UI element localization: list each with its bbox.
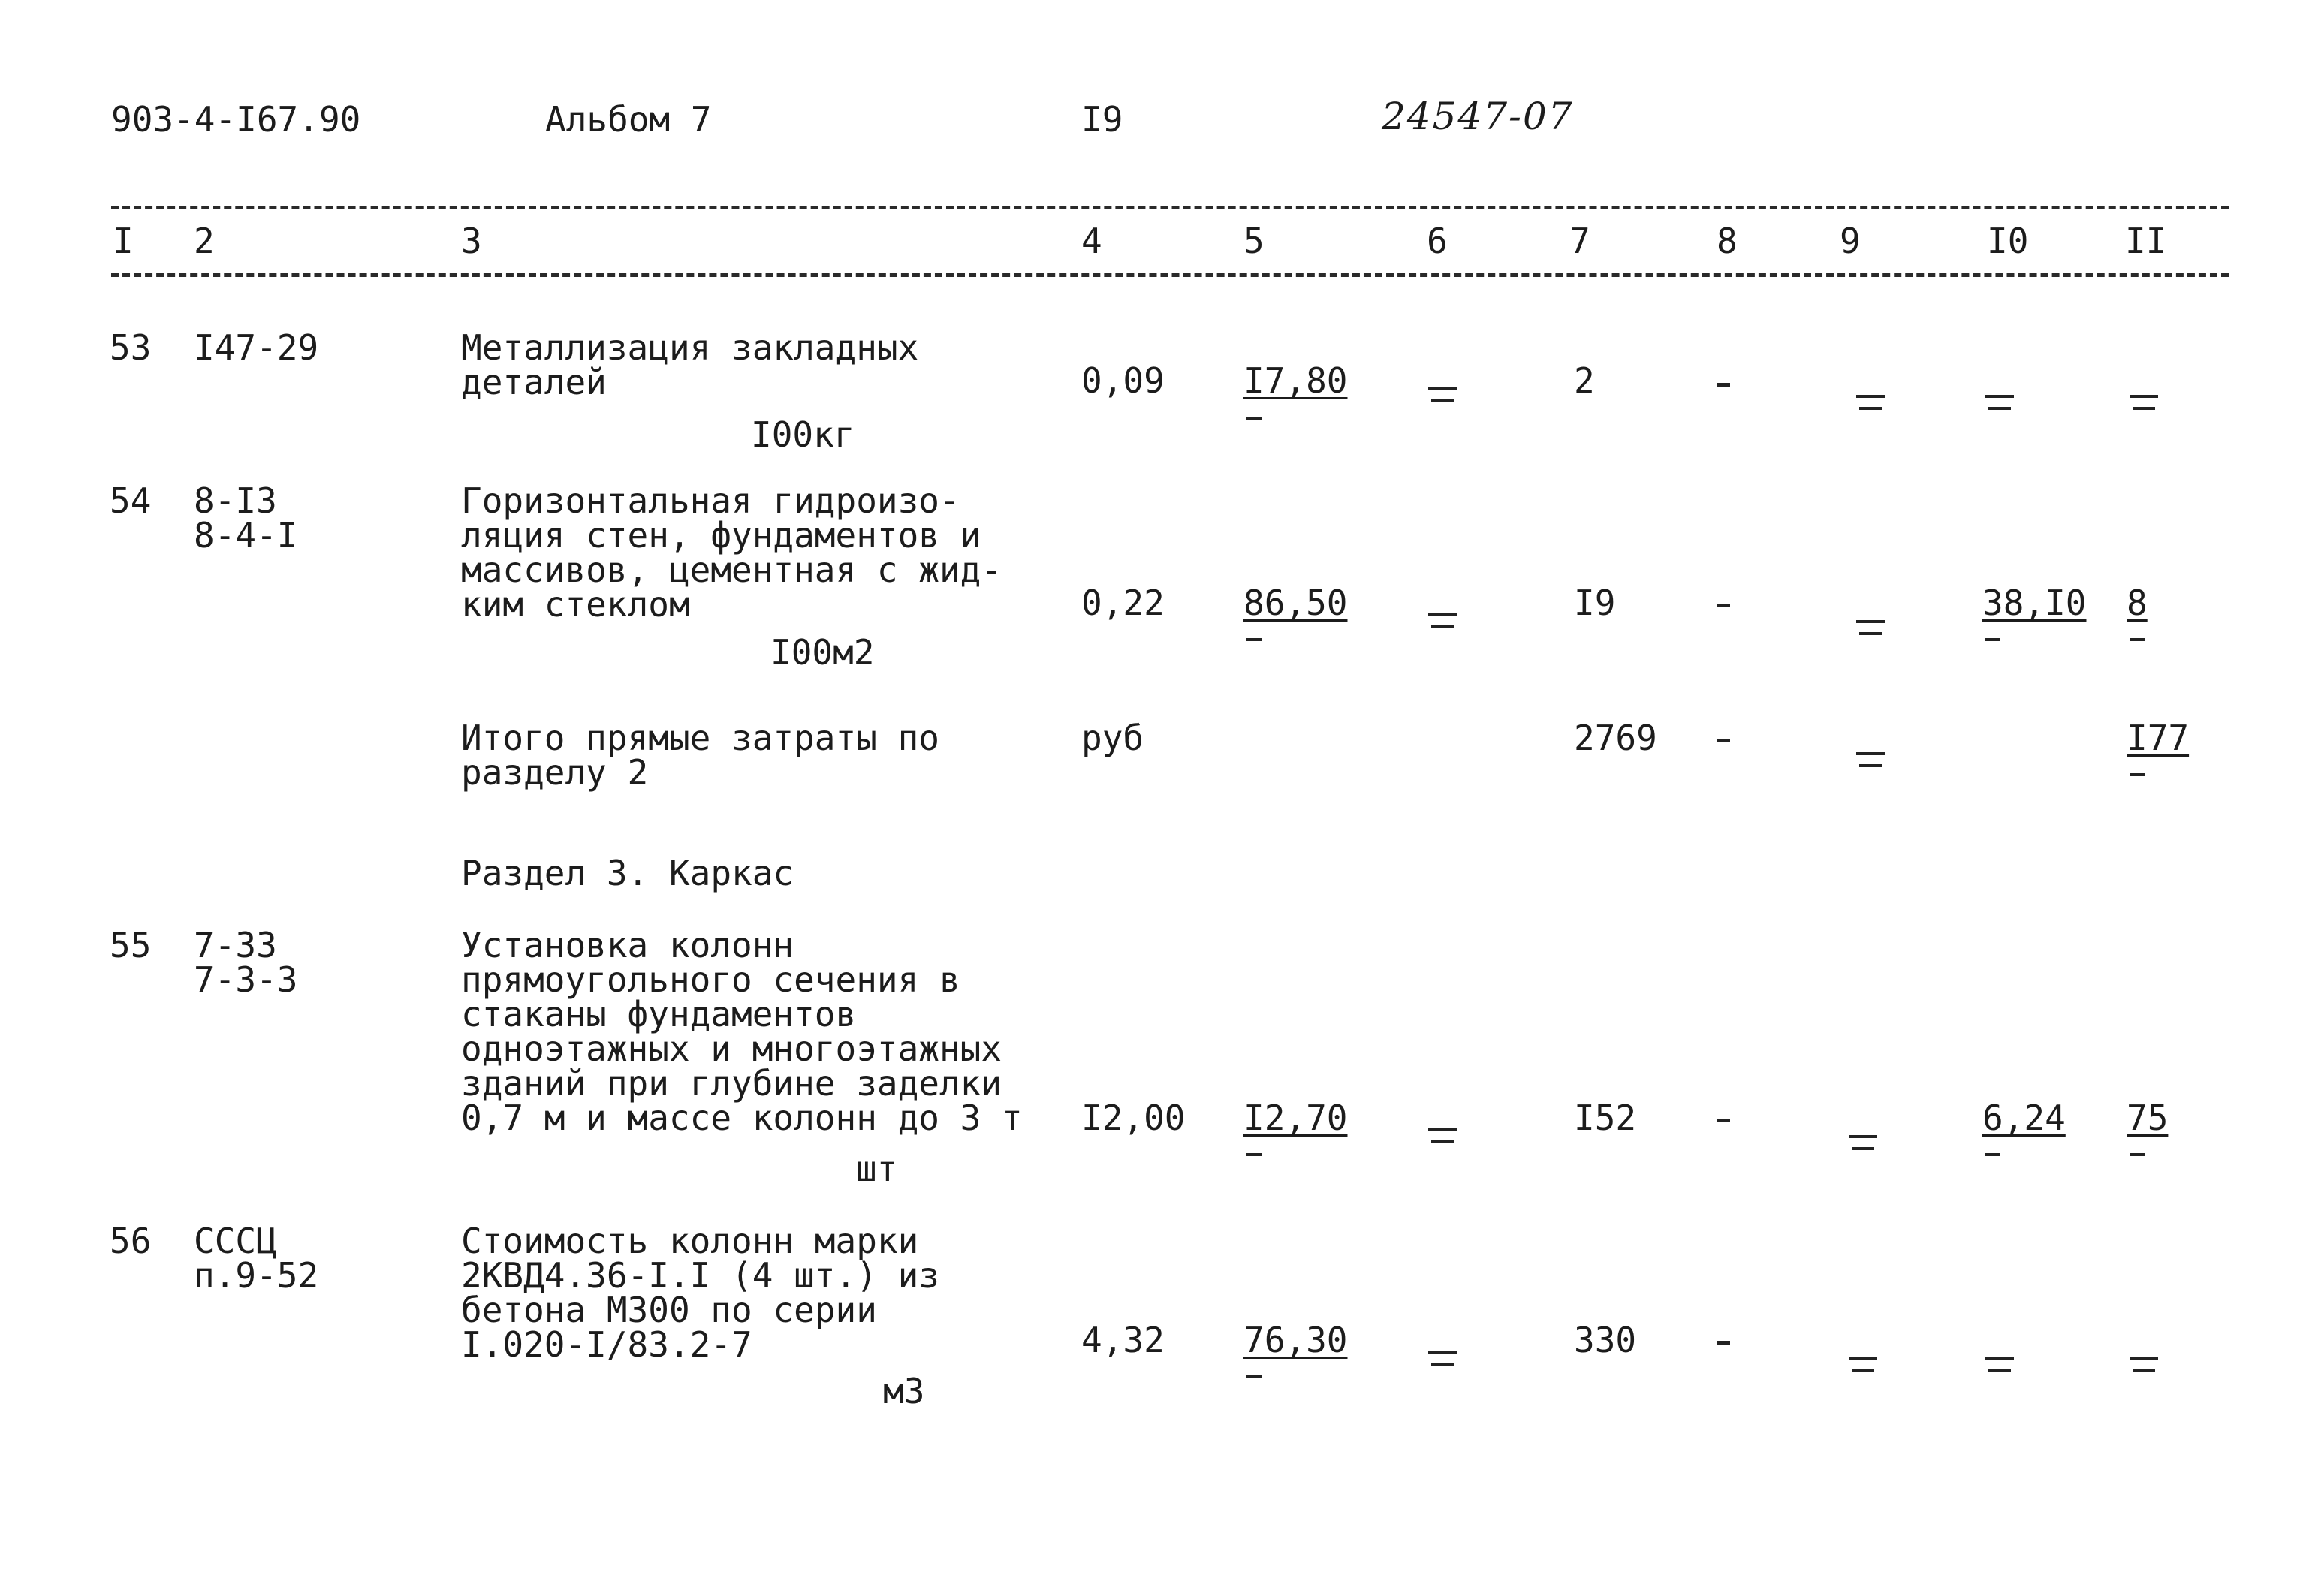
header-top-rule [111,206,2229,209]
ditto-mark-col9 [1853,746,1888,773]
col11-ditto-mark [2130,1153,2145,1156]
row-col11: 8 [2127,583,2148,623]
price-ditto-mark [1246,638,1262,641]
price-ditto-mark [1246,1375,1262,1378]
row-col11: 75 [2127,1098,2169,1138]
col11-ditto-mark [2130,638,2145,641]
row-unit: м3 [883,1371,925,1411]
ditto-mark-col6 [1425,607,1460,634]
row-number: 55 [110,925,152,965]
row-unit: I00кг [751,414,855,455]
row-code: I47-29 [194,327,319,368]
page-number: I9 [1081,99,1123,140]
ditto-mark-col6 [1425,381,1460,408]
dash-col8 [1717,604,1730,607]
row-unit: I00м2 [770,632,875,673]
row-description: Стоимость колонн марки 2КВД4.36-I.I (4 шт.) из бетона М300 по серии I.020-I/83.2-7 [461,1221,939,1365]
row-code: 8-I3 8-4-I [194,480,298,556]
price-ditto-mark [1246,1153,1262,1156]
row-number: 56 [110,1221,152,1261]
total-description: Итого прямые затраты по разделу 2 [461,718,939,793]
col11-ditto-mark [2130,773,2145,776]
row-quantity: I2,00 [1081,1098,1186,1138]
col-10-header: I0 [1987,221,2029,261]
ditto-mark-col9 [1853,389,1888,416]
total-col7: 2769 [1574,718,1657,758]
ditto-mark-col9 [1846,1351,1894,1378]
ditto-mark-col11 [2127,1351,2161,1378]
row-description: Установка колонн прямоугольного сечения в стаканы фундаментов одноэтажных и многоэтажных зданий при глубине заделки 0,7 м и массе колонн до 3 т [461,925,1023,1138]
row-col7: 330 [1574,1320,1637,1360]
ditto-mark-col10 [1982,1351,2017,1378]
row-col10: 6,24 [1982,1098,2066,1138]
col-9-header: 9 [1840,221,1861,261]
ditto-mark-col10 [1982,389,2017,416]
row-col7: I52 [1574,1098,1637,1138]
dash-col8 [1717,1119,1730,1122]
col-7-header: 7 [1569,221,1590,261]
col-2-header: 2 [194,221,215,261]
col-4-header: 4 [1081,221,1102,261]
row-price: 86,50 [1243,583,1348,623]
col-6-header: 6 [1427,221,1448,261]
row-number: 54 [110,480,152,521]
total-col11: I77 [2127,718,2190,758]
row-quantity: 0,22 [1081,583,1165,623]
col-8-header: 8 [1717,221,1738,261]
row-number: 53 [110,327,152,368]
row-description: Металлизация закладных деталей [461,327,919,402]
doc-code: 903-4-I67.90 [111,99,361,140]
row-code: 7-33 7-3-3 [194,925,298,1000]
row-col7: 2 [1574,360,1595,401]
row-price: 76,30 [1243,1320,1348,1360]
col10-ditto-mark [1985,638,2000,641]
row-description: Горизонтальная гидроизо- ляция стен, фундаментов и массивов, цементная с жид- ким стеклом [461,480,1002,625]
row-price: I7,80 [1243,360,1348,401]
col-11-header: II [2125,221,2167,261]
row-quantity: 0,09 [1081,360,1165,401]
ditto-mark-col9 [1853,614,1888,641]
col-3-header: 3 [461,221,482,261]
ditto-mark-col6 [1425,1345,1473,1372]
row-quantity: 4,32 [1081,1320,1165,1360]
dash-col8 [1717,739,1730,742]
inventory-number: 24547-07 [1382,95,1574,138]
row-price: I2,70 [1243,1098,1348,1138]
row-col7: I9 [1574,583,1616,623]
ditto-mark-col9 [1846,1129,1894,1156]
ditto-mark-col11 [2127,389,2161,416]
album-label: Альбом 7 [545,99,712,140]
section-3-heading: Раздел 3. Каркас [461,853,794,893]
header-bottom-rule [111,273,2229,277]
dash-col8 [1717,1341,1730,1345]
row-col10: 38,I0 [1982,583,2087,623]
col10-ditto-mark [1985,1153,2000,1156]
ditto-mark-col6 [1425,1122,1460,1149]
row-code: СССЦ п.9-52 [194,1221,319,1296]
col-1-header: I [113,221,134,261]
price-ditto-mark [1246,417,1262,420]
col-5-header: 5 [1243,221,1265,261]
dash-col8 [1717,383,1730,387]
row-unit: шт [856,1149,898,1189]
total-unit: руб [1081,718,1144,758]
